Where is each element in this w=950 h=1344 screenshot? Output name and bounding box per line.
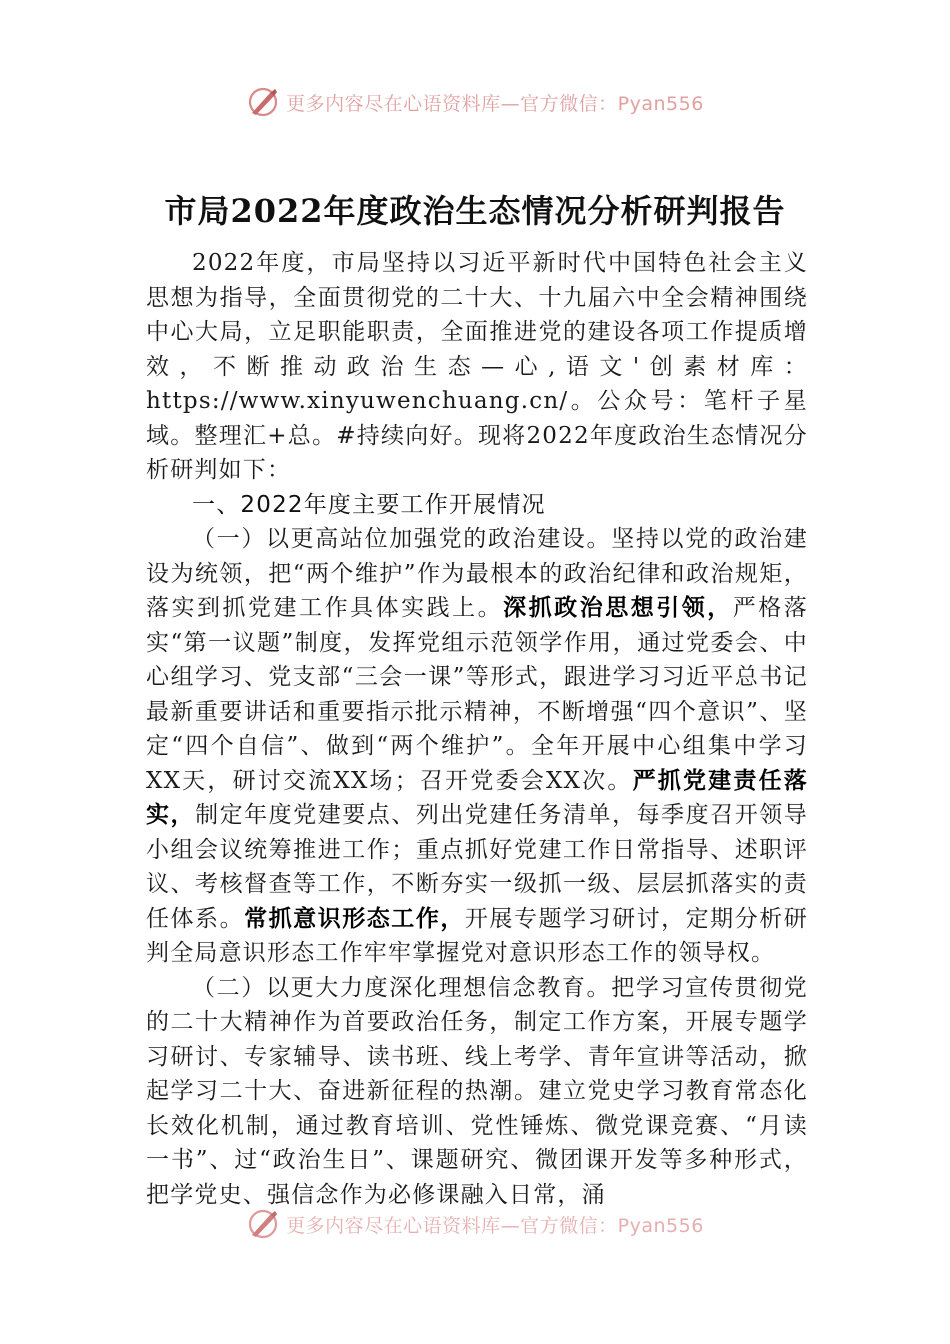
paragraph-political-building <box>146 522 808 971</box>
bold-phrase-1: 深抓政治思想引领， <box>503 594 733 621</box>
paragraph-text-2: 制定年度党建要点、列出党建任务清单，每季度召开领导小组会议统筹推进工作；重点抓好党建工作日常指导、述职评议、考核督查等工作，不断夯实一级抓一级、层层抓落实的责任体系。 <box>146 802 808 932</box>
watermark-text: 更多内容尽在心语资料库—官方微信：Pyan556 <box>286 92 704 115</box>
watermark-header <box>0 82 950 122</box>
pen-logo-icon <box>246 1207 280 1241</box>
paragraph-lead: （一）以更高站位加强党的政治建设。坚持以党的政治建设为统领，把“两个维护”作为最根本的政治纪律和政治规矩，落实到抓党建工作具体实践上。 <box>146 526 808 621</box>
paragraph-text-3: 开展专题学习研讨，定期分析研判全局意识形态工作牢牢掌握党对意识形态工作的领导权。 <box>146 905 808 966</box>
page-title: 市局2022年度政治生态情况分析研判报告 <box>164 192 786 230</box>
bold-phrase-3: 常抓意识形态工作， <box>244 904 465 932</box>
pen-logo-icon <box>246 85 280 119</box>
section-heading: 一、2022年度主要工作开展情况 <box>192 491 546 518</box>
paragraph-text-1: 严格落实“第一议题”制度，发挥党组示范领学作用，通过党委会、中心组学习、党支部“三会一课”等形式，跟进学习习近平总书记最新重要讲话和重要指示批示精神，不断增强“四个意识”、坚定“四个自信”、做到“两个维护”。全年开展中心组集中学习XX天，研讨交流XX场；召开党委会XX次。 <box>146 595 808 794</box>
watermark-footer <box>0 1204 950 1244</box>
intro-paragraph: 2022年度，市局坚持以习近平新时代中国特色社会主义思想为指导，全面贯彻党的二十大、十九届六中全会精神围绕中心大局，立足职能职责，全面推进党的建设各项工作提质增效，不断推动政治生态—心,语文'创素材库：https://www.xinyuwenchuang.cn/。公众号：笔杆子星域。整理汇+总。#持续向好。现将2022年度政治生态情况分析研判如下： <box>146 250 808 483</box>
bold-phrase-2: 严抓党建责任落实， <box>146 766 808 828</box>
paragraph-ideal-education: （二）以更大力度深化理想信念教育。把学习宣传贯彻党的二十大精神作为首要政治任务，制定工作方案，开展专题学习研讨、专家辅导、读书班、线上考学、青年宣讲等活动，掀起学习二十大、奋进新征程的热潮。建立党史学习教育常态化长效化机制，通过教育培训、党性锤炼、微党课竞赛、“月读一书”、过“政治生日”、课题研究、微团课开发等多种形式，把学党史、强信念作为必修课融入日常，涌 <box>146 974 808 1208</box>
watermark-text: 更多内容尽在心语资料库—官方微信：Pyan556 <box>286 1214 704 1237</box>
document-body <box>146 246 808 1212</box>
